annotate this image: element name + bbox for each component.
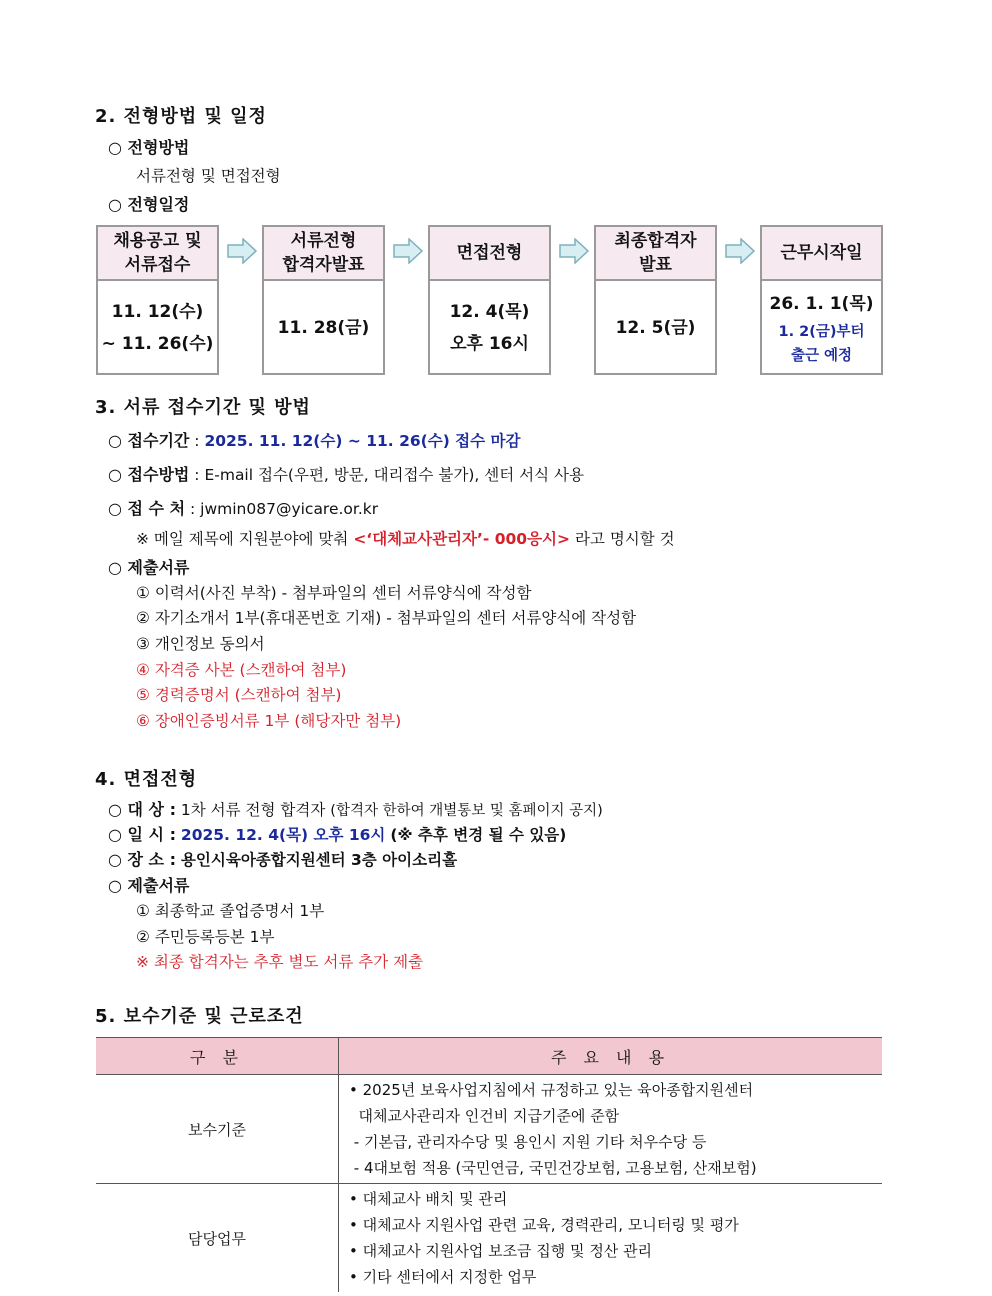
table-row	[96, 1075, 882, 1184]
doc-item-required: ⑤ 경력증명서 (스캔하여 첨부)	[136, 686, 342, 704]
step-1-body2: ~ 11. 26(수)	[101, 334, 214, 354]
step-3-body1: 12. 4(목)	[449, 302, 530, 322]
doc-item: ③ 개인정보 동의서	[136, 635, 265, 653]
email-address[interactable]: jwmin087@yicare.or.kr	[200, 500, 379, 518]
schedule-label: ○ 전형일정	[108, 195, 190, 214]
step-2-head1: 서류전형	[290, 231, 357, 251]
mail-note-prefix: ※ 메일 제목에 지원분야에 맞춰	[136, 530, 349, 548]
step-4-body1: 12. 5(금)	[615, 318, 696, 338]
step-5-head1: 근무시작일	[780, 243, 863, 263]
step-3-body2: 오후 16시	[450, 334, 529, 354]
schedule-step-3	[428, 225, 551, 375]
method-text: 서류전형 및 면접전형	[136, 167, 281, 185]
submit-place-label: ○ 접 수 처	[108, 499, 186, 518]
content-line: • 2025년 보육사업지침에서 규정하고 있는 육아종합지원센터	[349, 1081, 754, 1099]
content-line: • 대체교사 지원사업 관련 교육, 경력관리, 모니터링 및 평가	[349, 1216, 739, 1234]
interview-doc-item: ① 최종학교 졸업증명서 1부	[136, 902, 325, 920]
table-header-content: 주 요 내 용	[339, 1038, 883, 1075]
interview-time-value: 2025. 12. 4(목) 오후 16시	[180, 826, 386, 844]
table-header-row	[96, 1038, 882, 1075]
row-label: 담당업무	[96, 1184, 339, 1293]
doc-item-required: ⑥ 장애인증빙서류 1부 (해당자만 첨부)	[136, 712, 402, 730]
schedule-step-5	[760, 225, 883, 375]
submit-method-value: E-mail 접수(우편, 방문, 대리접수 불가), 센터 서식 사용	[204, 466, 584, 484]
step-1-body1: 11. 12(수)	[111, 302, 204, 322]
submit-method-label: ○ 접수방법	[108, 465, 190, 484]
step-4-head1: 최종합격자	[614, 231, 697, 251]
table-header-category: 구 분	[96, 1038, 339, 1075]
interview-time-line	[108, 822, 566, 845]
step-5-sub1: 1. 2(금)부터	[778, 324, 865, 340]
step-3-head1: 면접전형	[456, 243, 523, 263]
step-2-body1: 11. 28(금)	[277, 318, 370, 338]
content-line: • 기타 센터에서 지정한 업무	[349, 1268, 537, 1286]
content-line: - 4대보험 적용 (국민연금, 국민건강보험, 고용보험, 산재보험)	[349, 1159, 757, 1177]
table-row	[96, 1184, 882, 1293]
mail-note	[136, 527, 675, 549]
method-label: ○ 전형방법	[108, 138, 190, 157]
section4-title: 4. 면접전형	[95, 769, 198, 790]
row-content	[339, 1075, 883, 1184]
interview-docs-note: ※ 최종 합격자는 추후 별도 서류 추가 제출	[136, 953, 424, 971]
mail-note-highlight: <‘대체교사관리자’- 000응시>	[353, 530, 571, 548]
schedule-step-4	[594, 225, 717, 375]
interview-target-note: (합격자 한하여 개별통보 및 홈페이지 공지)	[330, 803, 603, 819]
step-2-head2: 합격자발표	[282, 255, 365, 275]
interview-time-note: (※ 추후 변경 될 수 있음)	[390, 826, 567, 844]
interview-time-label: ○ 일 시 :	[108, 825, 176, 844]
docs-label: ○ 제출서류	[108, 558, 190, 577]
arrow-right-icon	[559, 238, 589, 264]
row-label: 보수기준	[96, 1075, 339, 1184]
interview-place-value: 용인시육아종합지원센터 3층 아이소리홀	[180, 851, 458, 869]
content-line: 대체교사관리자 인건비 지급기준에 준함	[349, 1107, 620, 1125]
step-5-sub2: 출근 예정	[790, 348, 853, 364]
schedule-step-2	[262, 225, 385, 375]
step-4-head2: 발표	[639, 255, 672, 275]
period-label: ○ 접수기간	[108, 431, 190, 450]
doc-item-required: ④ 자격증 사본 (스캔하여 첨부)	[136, 661, 347, 679]
interview-target-label: ○ 대 상 :	[108, 800, 176, 819]
arrow-right-icon	[227, 238, 257, 264]
pay-conditions-table	[96, 1037, 882, 1292]
section5-title: 5. 보수기준 및 근로조건	[95, 1006, 304, 1027]
method-line: ○ 접수방법 : E-mail 접수(우편, 방문, 대리접수 불가), 센터 서식 사용	[108, 465, 584, 484]
arrow-right-icon	[725, 238, 755, 264]
period-value: 2025. 11. 12(수) ~ 11. 26(수) 접수 마감	[204, 432, 521, 450]
schedule-step-1	[96, 225, 219, 375]
content-line: • 대체교사 배치 및 관리	[349, 1190, 508, 1208]
interview-target-value: 1차 서류 전형 합격자	[180, 801, 326, 819]
place-line: ○ 접 수 처 : jwmin087@yicare.or.kr	[108, 499, 379, 518]
section3-title: 3. 서류 접수기간 및 방법	[95, 397, 311, 418]
step-1-head2: 서류접수	[124, 255, 191, 275]
interview-place-line	[108, 847, 457, 870]
content-line: • 대체교사 지원사업 보조금 집행 및 정산 관리	[349, 1242, 653, 1260]
doc-item: ① 이력서(사진 부착) - 첨부파일의 센터 서류양식에 작성함	[136, 584, 532, 602]
interview-docs-label: ○ 제출서류	[108, 876, 190, 895]
step-5-body1: 26. 1. 1(목)	[769, 294, 874, 314]
mail-note-suffix: 라고 명시할 것	[574, 530, 675, 548]
content-line: - 기본급, 관리자수당 및 용인시 지원 기타 처우수당 등	[349, 1133, 707, 1151]
step-1-head1: 채용공고 및	[113, 231, 202, 251]
interview-doc-item: ② 주민등록등본 1부	[136, 928, 275, 946]
interview-place-label: ○ 장 소 :	[108, 850, 176, 869]
row-content	[339, 1184, 883, 1293]
section2-title: 2. 전형방법 및 일정	[95, 106, 267, 127]
interview-target-line	[108, 797, 603, 820]
period-line: ○ 접수기간 : 2025. 11. 12(수) ~ 11. 26(수) 접수 마감	[108, 431, 521, 450]
arrow-right-icon	[393, 238, 423, 264]
doc-item: ② 자기소개서 1부(휴대폰번호 기재) - 첨부파일의 센터 서류양식에 작성함	[136, 609, 637, 627]
